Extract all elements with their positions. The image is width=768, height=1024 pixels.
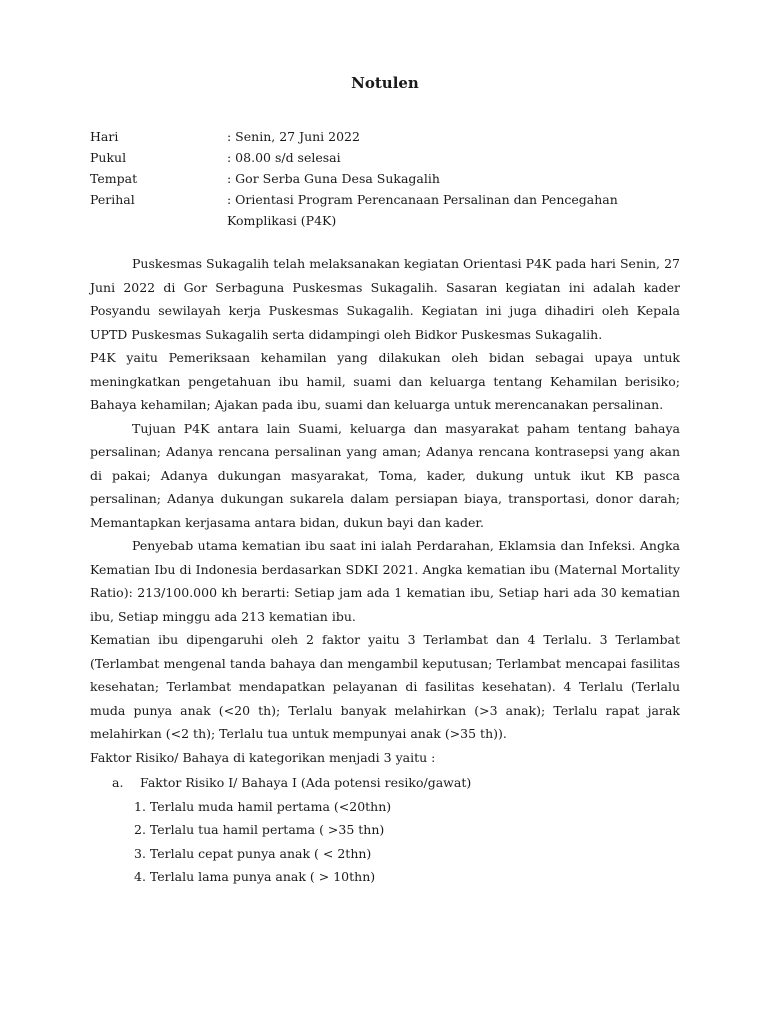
- meta-row-pukul: [90, 147, 680, 168]
- list-item-a: [112, 771, 680, 795]
- paragraph-intro: Puskesmas Sukagalih telah melaksanakan kegiatan Orientasi P4K pada hari Senin, 27 Juni 2022 di Gor Serbaguna Puskesmas Sukagalih. Sasaran kegiatan ini adalah kader Posyandu sewilayah kerja Puskesmas Sukagalih. Kegiatan ini juga dihadiri oleh Kepala UPTD Puskesmas Sukagalih serta didampingi oleh Bidkor Puskesmas Sukagalih.: [90, 256, 680, 342]
- paragraph-p4k-goals: Tujuan P4K antara lain Suami, keluarga dan masyarakat paham tentang bahaya persalinan; Adanya rencana persalinan yang aman; Adanya rencana kontrasepsi yang akan di pakai; Adanya dukungan masyarakat, Toma, kader, dukung untuk ikut KB pasca persalinan; Adanya dukungan sukarela dalam persiapan biaya, transportasi, donor darah; Memantapkan kerjasama antara bidan, dukun bayi dan kader.: [90, 420, 680, 530]
- meta-value: : Gor Serba Guna Desa Sukagalih: [227, 171, 440, 186]
- list-item: 1. Terlalu muda hamil pertama (<20thn): [134, 798, 392, 814]
- paragraph-p4k-definition: P4K yaitu Pemeriksaan kehamilan yang dilakukan oleh bidan sebagai upaya untuk meningkatkan pengetahuan ibu hamil, suami dan keluarga tentang Kehamilan berisiko; Bahaya kehamilan; Ajakan pada ibu, suami dan keluarga untuk merencanakan persalinan.: [90, 350, 680, 412]
- paragraph-risk-categories: Faktor Risiko/ Bahaya di kategorikan menjadi 3 yaitu :: [90, 749, 436, 765]
- list-item: 4. Terlalu lama punya anak ( > 10thn): [134, 869, 376, 884]
- meta-row-tempat: [90, 168, 680, 189]
- meta-key: Tempat: [90, 171, 138, 186]
- meta-value: : 08.00 s/d selesai: [227, 150, 341, 165]
- meta-row-hari: [90, 126, 680, 147]
- document-title: Notulen: [351, 74, 419, 92]
- paragraph-maternal-death-causes: Penyebab utama kematian ibu saat ini ialah Perdarahan, Eklamsia dan Infeksi. Angka Kematian Ibu di Indonesia berdasarkan SDKI 2021. Angka kematian ibu (Maternal Mortality Ratio): 213/100.000 kh berarti: Setiap jam ada 1 kematian ibu, Setiap hari ada 30 kematian ibu, Setiap minggu ada 213 kematian ibu.: [90, 538, 680, 624]
- document-page: [90, 70, 680, 889]
- meta-key: Perihal: [90, 192, 135, 207]
- meta-key: Pukul: [90, 150, 127, 165]
- meta-row-perihal: [90, 189, 680, 231]
- list-item-text: Faktor Risiko I/ Bahaya I (Ada potensi resiko/gawat): [140, 775, 472, 790]
- list-marker: a.: [112, 775, 124, 790]
- meta-key: Hari: [90, 129, 119, 144]
- meta-block: [90, 126, 680, 231]
- list-item: 2. Terlalu tua hamil pertama ( >35 thn): [134, 822, 385, 837]
- meta-value: : Orientasi Program Perencanaan Persalinan dan Pencegahan Komplikasi (P4K): [227, 192, 618, 228]
- meta-value: : Senin, 27 Juni 2022: [227, 129, 360, 144]
- list-item: 3. Terlalu cepat punya anak ( < 2thn): [134, 845, 372, 861]
- paragraph-risk-factors: Kematian ibu dipengaruhi oleh 2 faktor yaitu 3 Terlambat dan 4 Terlalu. 3 Terlambat (Terlambat mengenal tanda bahaya dan mengambil keputusan; Terlambat mencapai fasilitas kesehatan; Terlambat mendapatkan pelayanan di fasilitas kesehatan). 4 Terlalu (Terlalu muda punya anak (<20 th); Terlalu banyak melahirkan (>3 anak); Terlalu rapat jarak melahirkan (<2 th); Terlalu tua untuk mempunyai anak (>35 th)).: [90, 632, 680, 741]
- numbered-list: [134, 795, 680, 889]
